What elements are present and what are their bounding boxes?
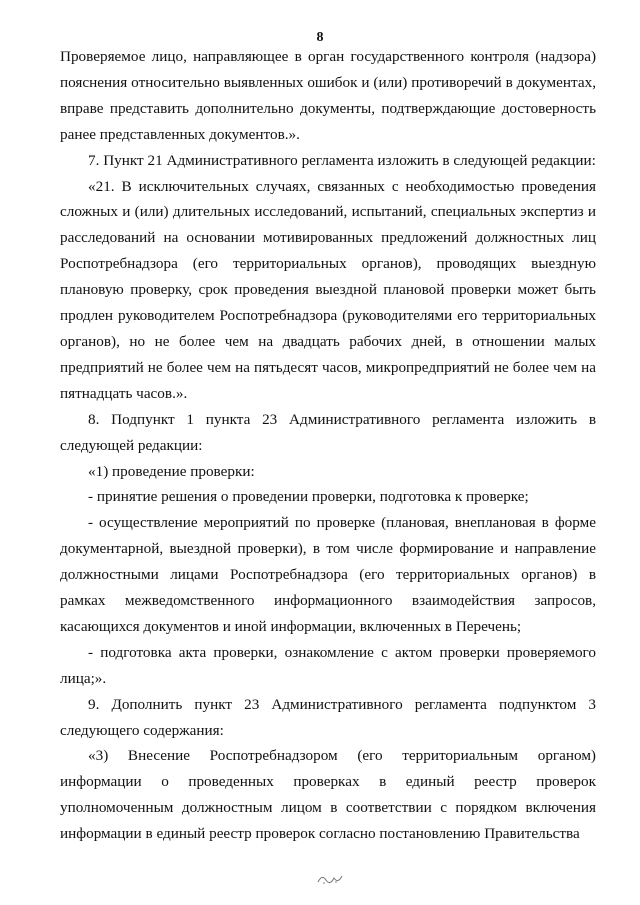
document-body bbox=[60, 44, 596, 847]
paragraph-bullet-measures: - осуществление мероприятий по проверке (плановая, внеплановая в форме документарной, выездной проверки), в том числе формирование и направление должностными лицами Роспотребнадзора (его территориальных органов) в рамках межведомственного информационного взаимодействия запросов, касающихся документов и иной информации, включенных в Перечень; bbox=[60, 514, 596, 635]
paragraph-clause-21: «21. В исключительных случаях, связанных с необходимостью проведения сложных и (или) длительных исследований, испытаний, специальных экспертиз и расследований на основании мотивированных предложений должностных лиц Роспотребнадзора (его территориальных органов), проводящих выездную плановую проверку, срок проведения выездной плановой проверки может быть продлен руководителем Роспотребнадзора (руководителями его территориальных органов), но не более чем на двадцать рабочих дней, в отношении малых предприятий не более чем на пятьдесят часов, микропредприятий не более чем на пятнадцать часов.». bbox=[60, 177, 596, 402]
paragraph-bullet-act: - подготовка акта проверки, ознакомление с актом проверки проверяемого лица;». bbox=[60, 643, 596, 687]
paragraph-subitem-1: «1) проведение проверки: bbox=[88, 462, 255, 480]
paragraph-item-9: 9. Дополнить пункт 23 Административного регламента подпунктом 3 следующего содержания: bbox=[60, 695, 596, 739]
stamp-mark bbox=[316, 872, 344, 890]
paragraph-item-8: 8. Подпункт 1 пункта 23 Административного регламента изложить в следующей редакции: bbox=[60, 410, 596, 454]
paragraph-continuation: Проверяемое лицо, направляющее в орган государственного контроля (надзора) пояснения относительно выявленных ошибок и (или) противоречий в документах, вправе представить дополнительно документы, подтверждающие достоверность ранее представленных документов.». bbox=[60, 48, 596, 143]
page-number: 8 bbox=[316, 30, 324, 45]
paragraph-item-7: 7. Пункт 21 Административного регламента изложить в следующей редакции: bbox=[88, 151, 596, 169]
stamp-scribble-icon bbox=[316, 872, 344, 886]
paragraph-bullet-decision: - принятие решения о проведении проверки, подготовка к проверке; bbox=[88, 488, 529, 506]
paragraph-subitem-3: «3) Внесение Роспотребнадзором (его территориальным органом) информации о проведенных проверках в единый реестр проверок уполномоченным должностным лицом в соответствии с порядком включения информации в единый реестр проверок согласно постановлению Правительства bbox=[60, 747, 596, 843]
